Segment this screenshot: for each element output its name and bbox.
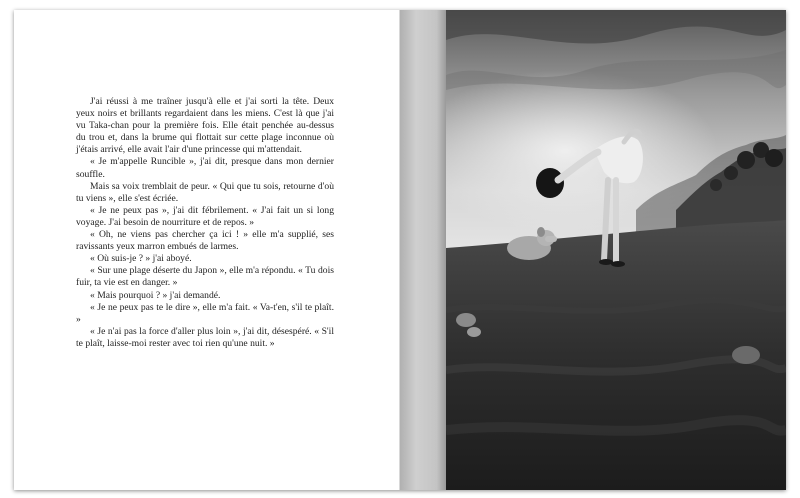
right-page xyxy=(400,10,786,490)
paragraph: « Sur une plage déserte du Japon », elle m'a répondu. « Tu dois fuir, ta vie est en danger. » xyxy=(76,265,334,289)
paragraph: « Mais pourquoi ? » j'ai demandé. xyxy=(90,289,221,301)
story-text xyxy=(76,96,334,350)
beach-photo xyxy=(446,10,786,490)
paragraph: « Je n'ai pas la force d'aller plus loin », j'ai dit, désespéré. « S'il te plaît, laisse-moi rester avec toi rien qu'une nuit. » xyxy=(76,325,334,349)
paragraph: « Je ne peux pas », j'ai dit fébrilement. « J'ai fait un si long voyage. J'ai besoin de nourriture et de repos. » xyxy=(76,204,334,228)
paragraph: J'ai réussi à me traîner jusqu'à elle et j'ai sorti la tête. Deux yeux noirs et brillants regardaient dans les miens. C'est là que j'ai vu Taka-chan pour la première fois. Elle était penchée au-dessus du trou et, dans la brume qui flottait sur cette plage inconnue où j'étais arrivé, elle avait l'air d'une princesse qui m'attendait. xyxy=(76,96,334,156)
paragraph: « Où suis-je ? » j'ai aboyé. xyxy=(90,253,192,265)
book-gutter xyxy=(400,10,446,490)
paragraph: « Oh, ne viens pas chercher ça ici ! » elle m'a supplié, ses ravissants yeux marron embués de larmes. xyxy=(76,229,334,253)
paragraph: « Je m'appelle Runcible », j'ai dit, presque dans mon dernier souffle. xyxy=(76,156,334,180)
paragraph: « Je ne peux pas te le dire », elle m'a fait. « Va-t'en, s'il te plaît. » xyxy=(76,301,334,325)
paragraph: Mais sa voix tremblait de peur. « Qui que tu sois, retourne d'où tu viens », elle s'est écriée. xyxy=(76,180,334,204)
left-page xyxy=(14,10,400,490)
open-book-spread xyxy=(14,10,786,490)
